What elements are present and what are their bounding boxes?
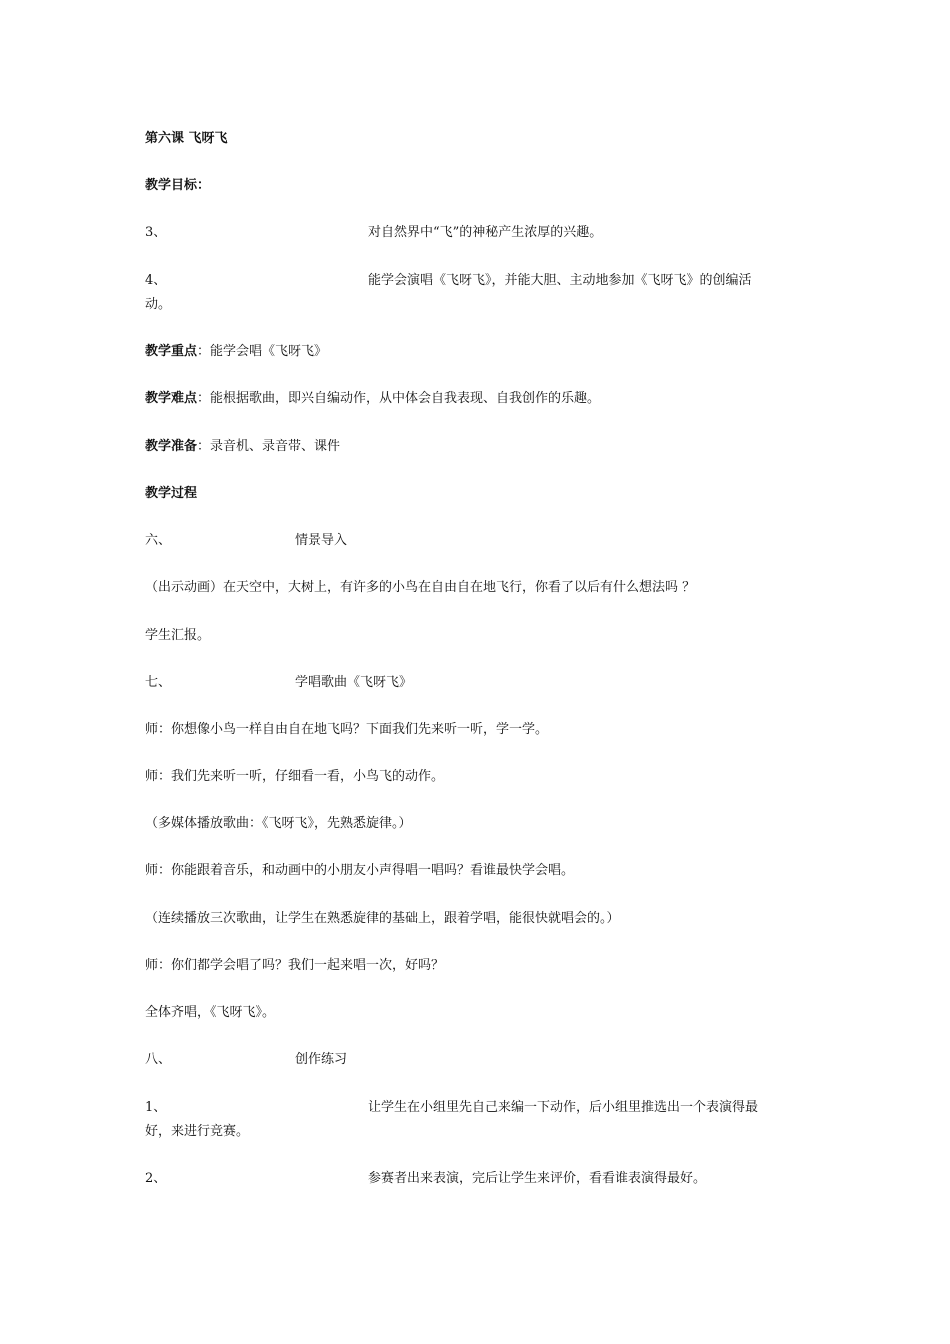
difficulty-separator: ： — [197, 391, 211, 406]
preparation-separator: ： — [197, 439, 211, 454]
objectives-heading: 教学目标： — [145, 178, 211, 193]
paragraph: 师：你们都学会唱了吗？我们一起来唱一次，好吗？ — [145, 958, 445, 973]
paragraph: 全体齐唱，《飞呀飞》。 — [145, 1005, 276, 1020]
exercise-text-continued: 好，来进行竞赛。 — [145, 1124, 250, 1139]
objective-text-continued: 动。 — [145, 297, 172, 312]
exercise-text: 参赛者出来表演，完后让学生来评价，看看谁表演得最好。 — [368, 1171, 707, 1186]
paragraph: 学生汇报。 — [145, 628, 211, 643]
objective-number: 4、 — [145, 273, 167, 288]
section-title: 情景导入 — [295, 533, 348, 548]
exercise-text: 让学生在小组里先自己来编一下动作，后小组里推选出一个表演得最 — [368, 1100, 759, 1115]
objective-text: 能学会演唱《飞呀飞》，并能大胆、主动地参加《飞呀飞》的创编活 — [368, 273, 752, 288]
key-point-separator: ： — [197, 344, 211, 359]
preparation — [145, 438, 340, 456]
paragraph: 师：我们先来听一听，仔细看一看，小鸟飞的动作。 — [145, 769, 445, 784]
objective-text: 对自然界中“飞”的神秘产生浓厚的兴趣。 — [368, 225, 603, 240]
section-number: 七、 — [145, 675, 172, 690]
difficulty-label: 教学难点 — [145, 391, 198, 406]
preparation-text: 录音机、录音带、课件 — [210, 439, 341, 454]
key-point-text: 能学会唱《飞呀飞》 — [210, 344, 328, 359]
lesson-title: 第六课 飞呀飞 — [145, 131, 228, 146]
paragraph: 师：你能跟着音乐，和动画中的小朋友小声得唱一唱吗？看谁最快学会唱。 — [145, 863, 575, 878]
objective-number: 3、 — [145, 225, 167, 240]
exercise-number: 1、 — [145, 1100, 167, 1115]
section-title: 创作练习 — [295, 1052, 348, 1067]
paragraph: 师：你想像小鸟一样自由自在地飞吗？下面我们先来听一听，学一学。 — [145, 722, 549, 737]
preparation-label: 教学准备 — [145, 439, 198, 454]
section-title: 学唱歌曲《飞呀飞》 — [295, 675, 413, 690]
key-point — [145, 343, 327, 361]
paragraph: （连续播放三次歌曲，让学生在熟悉旋律的基础上，跟着学唱，能很快就唱会的。） — [145, 911, 620, 926]
section-number: 六、 — [145, 533, 172, 548]
paragraph: （出示动画）在天空中，大树上，有许多的小鸟在自由自在地飞行，你看了以后有什么想法吗 ？ — [145, 580, 696, 595]
key-point-label: 教学重点 — [145, 344, 198, 359]
process-heading: 教学过程 — [145, 486, 198, 501]
difficulty — [145, 390, 600, 408]
paragraph: （多媒体播放歌曲：《飞呀飞》，先熟悉旋律。） — [145, 816, 412, 831]
exercise-number: 2、 — [145, 1171, 167, 1186]
difficulty-text: 能根据歌曲，即兴自编动作，从中体会自我表现、自我创作的乐趣。 — [210, 391, 601, 406]
section-number: 八、 — [145, 1052, 172, 1067]
